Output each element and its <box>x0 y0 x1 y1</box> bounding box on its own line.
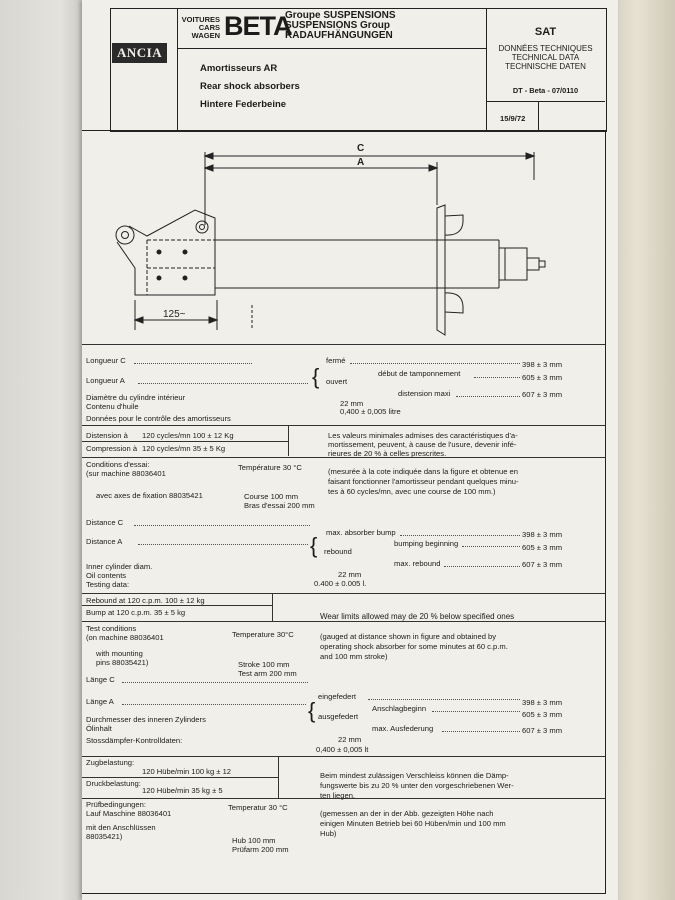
de-note-line: ten liegen. <box>320 791 356 800</box>
row-divider <box>82 777 278 778</box>
fr-donnees: Données pour le contrôle des amortisseurs <box>86 414 231 423</box>
left-page-edge <box>0 0 86 900</box>
de-anschlag-value: 605 ± 3 mm <box>522 710 563 719</box>
fr-distension-label: Distension à <box>86 431 128 440</box>
en-testing: Testing data: <box>86 580 130 589</box>
de-note-line: Beim mindest zulässigen Verschleiss können die Dämp- <box>320 771 509 780</box>
header-divider <box>538 101 539 130</box>
en-bumping-value: 605 ± 3 mm <box>522 543 563 552</box>
fr-conditions: Conditions d'essai: <box>86 460 150 469</box>
fr-debut: début de tamponnement <box>378 369 461 378</box>
fr-temperature: Température 30 °C <box>238 463 302 472</box>
fr-compression-label: Compression à <box>86 444 138 453</box>
de-note-line: fungswerte bis zu 20 % unter den vorgeschriebenen Wer- <box>320 781 514 790</box>
de-olinhalt-value: 0,400 ± 0,005 lt <box>316 745 369 754</box>
de-max-ausfederung-value: 607 ± 3 mm <box>522 726 563 735</box>
en-max-rebound-value: 607 ± 3 mm <box>522 560 563 569</box>
de-druckbelastung-value: 120 Hübe/min 35 kg ± 5 <box>142 786 223 795</box>
en-oil-value: 0.400 ± 0.005 l. <box>314 579 367 588</box>
fr-diametre-value: 22 mm <box>340 399 364 408</box>
dimension-label-125: 125~ <box>163 309 186 320</box>
dot-leader <box>134 363 252 364</box>
de-kontrolldaten: Stossdämpfer-Kontrolldaten: <box>86 736 183 745</box>
brace: { <box>312 364 320 389</box>
dot-leader <box>442 731 520 732</box>
de-gemessen-line: einigen Minuten Betrieb bei 60 Hüben/min und 100 mm <box>320 819 506 828</box>
de-anschlag: Anschlagbeginn <box>372 704 427 713</box>
fr-diametre: Diamètre du cylindre intérieur <box>86 393 186 402</box>
dot-leader <box>138 383 308 384</box>
en-oil: Oil contents <box>86 571 127 580</box>
header-divider <box>486 101 605 102</box>
fr-longueur-c: Longueur C <box>86 356 126 365</box>
en-stroke: Stroke 100 mm <box>238 660 290 669</box>
fr-ferme-value: 398 ± 3 mm <box>522 360 563 369</box>
group-title: Groupe SUSPENSIONS SUSPENSIONS Group RADAUFHÄNGUNGEN <box>285 10 396 41</box>
fr-distension-value: 607 ± 3 mm <box>522 390 563 399</box>
en-distance-c: Distance C <box>86 518 124 527</box>
de-gemessen-line: Hub) <box>320 829 337 838</box>
section-divider <box>82 425 605 426</box>
header-divider <box>177 48 486 49</box>
fr-note-line: Les valeurs minimales admises des caractéristiques d'a- <box>328 431 518 440</box>
brace: { <box>310 533 318 558</box>
de-olinhalt: Ölinhalt <box>86 724 112 733</box>
de-anschlussen: 88035421) <box>86 832 123 841</box>
fr-measure-line: (mesurée à la cote indiquée dans la figure et obtenue en <box>328 467 518 476</box>
de-gemessen-line: (gemessen an der in der Abb. gezeigten Höhe nach <box>320 809 494 818</box>
dimension-label-a: A <box>357 157 365 168</box>
fr-distension-test: 120 cycles/mn 100 ± 12 Kg <box>142 431 234 440</box>
dot-leader <box>122 682 308 683</box>
dot-leader <box>400 535 520 536</box>
dimension-label-c: C <box>357 143 365 154</box>
column-divider <box>278 756 279 798</box>
fr-contenu: Contenu d'huile <box>86 402 139 411</box>
de-durchmesser-value: 22 mm <box>338 735 362 744</box>
dot-leader <box>456 396 520 397</box>
de-zugbelastung-value: 120 Hübe/min 100 kg ± 12 <box>142 767 232 776</box>
en-bump-test: Bump at 120 c.p.m. 35 ± 5 kg <box>86 608 186 617</box>
header-divider <box>177 8 178 130</box>
de-lange-a: Länge A <box>86 697 114 706</box>
vehicle-type-label: VOITURES CARS WAGEN <box>181 15 220 40</box>
de-eingefedert: eingefedert <box>318 692 356 701</box>
fr-note-line: mortissement, peuvent, à cause de l'usure, devenir infé- <box>328 440 517 449</box>
brace: { <box>308 698 316 723</box>
de-zugbelastung: Zugbelastung: <box>86 758 135 767</box>
document-date: 15/9/72 <box>500 114 526 123</box>
dot-leader <box>350 363 520 364</box>
en-rebound: rebound <box>324 547 352 556</box>
row-divider <box>82 605 272 606</box>
section-divider <box>82 621 605 622</box>
fr-debut-value: 605 ± 3 mm <box>522 373 563 382</box>
column-divider <box>272 593 273 621</box>
de-hub: Hub 100 mm <box>232 836 276 845</box>
technical-data-title: DONNÉES TECHNIQUES TECHNICAL DATA TECHNISCHE DATEN <box>498 44 593 71</box>
column-divider <box>288 425 289 456</box>
de-anschlussen: mit den Anschlüssen <box>86 823 156 832</box>
en-rebound-test: Rebound at 120 c.p.m. 100 ± 12 kg <box>86 596 205 605</box>
de-eingefedert-value: 398 ± 3 mm <box>522 698 563 707</box>
en-test-conditions: Test conditions <box>86 624 137 633</box>
fr-course: Course 100 mm <box>244 492 299 501</box>
en-gauged-line: and 100 mm stroke) <box>320 652 388 661</box>
dot-leader <box>432 711 520 712</box>
en-mounting: with mounting <box>96 649 143 658</box>
de-lange-c: Länge C <box>86 675 115 684</box>
section-divider <box>82 798 605 799</box>
document-reference: DT - Beta - 07/0110 <box>512 86 579 95</box>
fr-axes: avec axes de fixation 88035421 <box>96 491 203 500</box>
fr-compression-test: 120 cycles/mn 35 ± 5 Kg <box>142 444 226 453</box>
fr-ferme: fermé <box>326 356 346 365</box>
en-inner-diam: Inner cylinder diam. <box>86 562 153 571</box>
de-maschine: Lauf Maschine 88036401 <box>86 809 172 818</box>
de-max-ausfederung: max. Ausfederung <box>372 724 434 733</box>
en-mounting: pins 88035421) <box>96 658 149 667</box>
dot-leader <box>138 544 308 545</box>
section-divider <box>82 344 605 345</box>
sat-label: SAT <box>534 26 557 38</box>
fr-measure-line: faisant fonctionner l'amortisseur pendant quelques minu- <box>328 477 519 486</box>
en-temperature: Temperature 30°C <box>232 630 294 639</box>
fr-distension: distension maxi <box>398 389 451 398</box>
en-inner-diam-value: 22 mm <box>338 570 362 579</box>
section-divider <box>82 457 605 458</box>
de-temperatur: Temperatur 30 °C <box>228 803 288 812</box>
fr-machine: (sur machine 88036401 <box>86 469 166 478</box>
section-divider <box>82 593 605 594</box>
fr-note-line: rieures de 20 % à celles prescrites. <box>328 449 447 458</box>
en-machine: (on machine 88036401 <box>86 633 164 642</box>
lancia-logo: ANCIA <box>112 43 167 63</box>
dot-leader <box>134 525 310 526</box>
en-bumping: bumping beginning <box>394 539 459 548</box>
document-page <box>82 0 618 900</box>
dot-leader <box>474 377 520 378</box>
en-max-bump: max. absorber bump <box>326 528 396 537</box>
en-distance-a: Distance A <box>86 537 123 546</box>
row-divider <box>82 441 288 442</box>
de-prufbedingungen: Prüfbedingungen: <box>86 800 146 809</box>
shock-absorber-drawing <box>107 140 547 340</box>
section-title: Amortisseurs AR Rear shock absorbers Hintere Federbeine <box>200 63 300 110</box>
en-test-arm: Test arm 200 mm <box>238 669 297 678</box>
fr-contenu-value: 0,400 ± 0,005 litre <box>340 407 401 416</box>
fr-bras: Bras d'essai 200 mm <box>244 501 315 510</box>
de-druckbelastung: Druckbelastung: <box>86 779 141 788</box>
fr-measure-line: tes à 60 cycles/mn, avec une course de 100 mm.) <box>328 487 496 496</box>
section-divider <box>82 756 605 757</box>
model-name: BETA <box>224 11 292 41</box>
en-max-bump-value: 398 ± 3 mm <box>522 530 563 539</box>
page-stack-edge <box>612 0 675 900</box>
fr-ouvert: ouvert <box>326 377 348 386</box>
dot-leader <box>444 566 520 567</box>
de-prufarm: Prüfarm 200 mm <box>232 845 289 854</box>
en-wear-limits: Wear limits allowed may de 20 % below specified ones <box>320 612 515 621</box>
dot-leader <box>462 546 520 547</box>
dot-leader <box>368 699 520 700</box>
en-gauged-line: operating shock absorber for some minutes at 60 c.p.m. <box>320 642 508 651</box>
en-max-rebound: max. rebound <box>394 559 441 568</box>
de-durchmesser: Durchmesser des inneren Zylinders <box>86 715 206 724</box>
de-ausgefedert: ausgefedert <box>318 712 359 721</box>
en-gauged-line: (gauged at distance shown in figure and obtained by <box>320 632 497 641</box>
dot-leader <box>122 704 306 705</box>
fr-longueur-a: Longueur A <box>86 376 125 385</box>
